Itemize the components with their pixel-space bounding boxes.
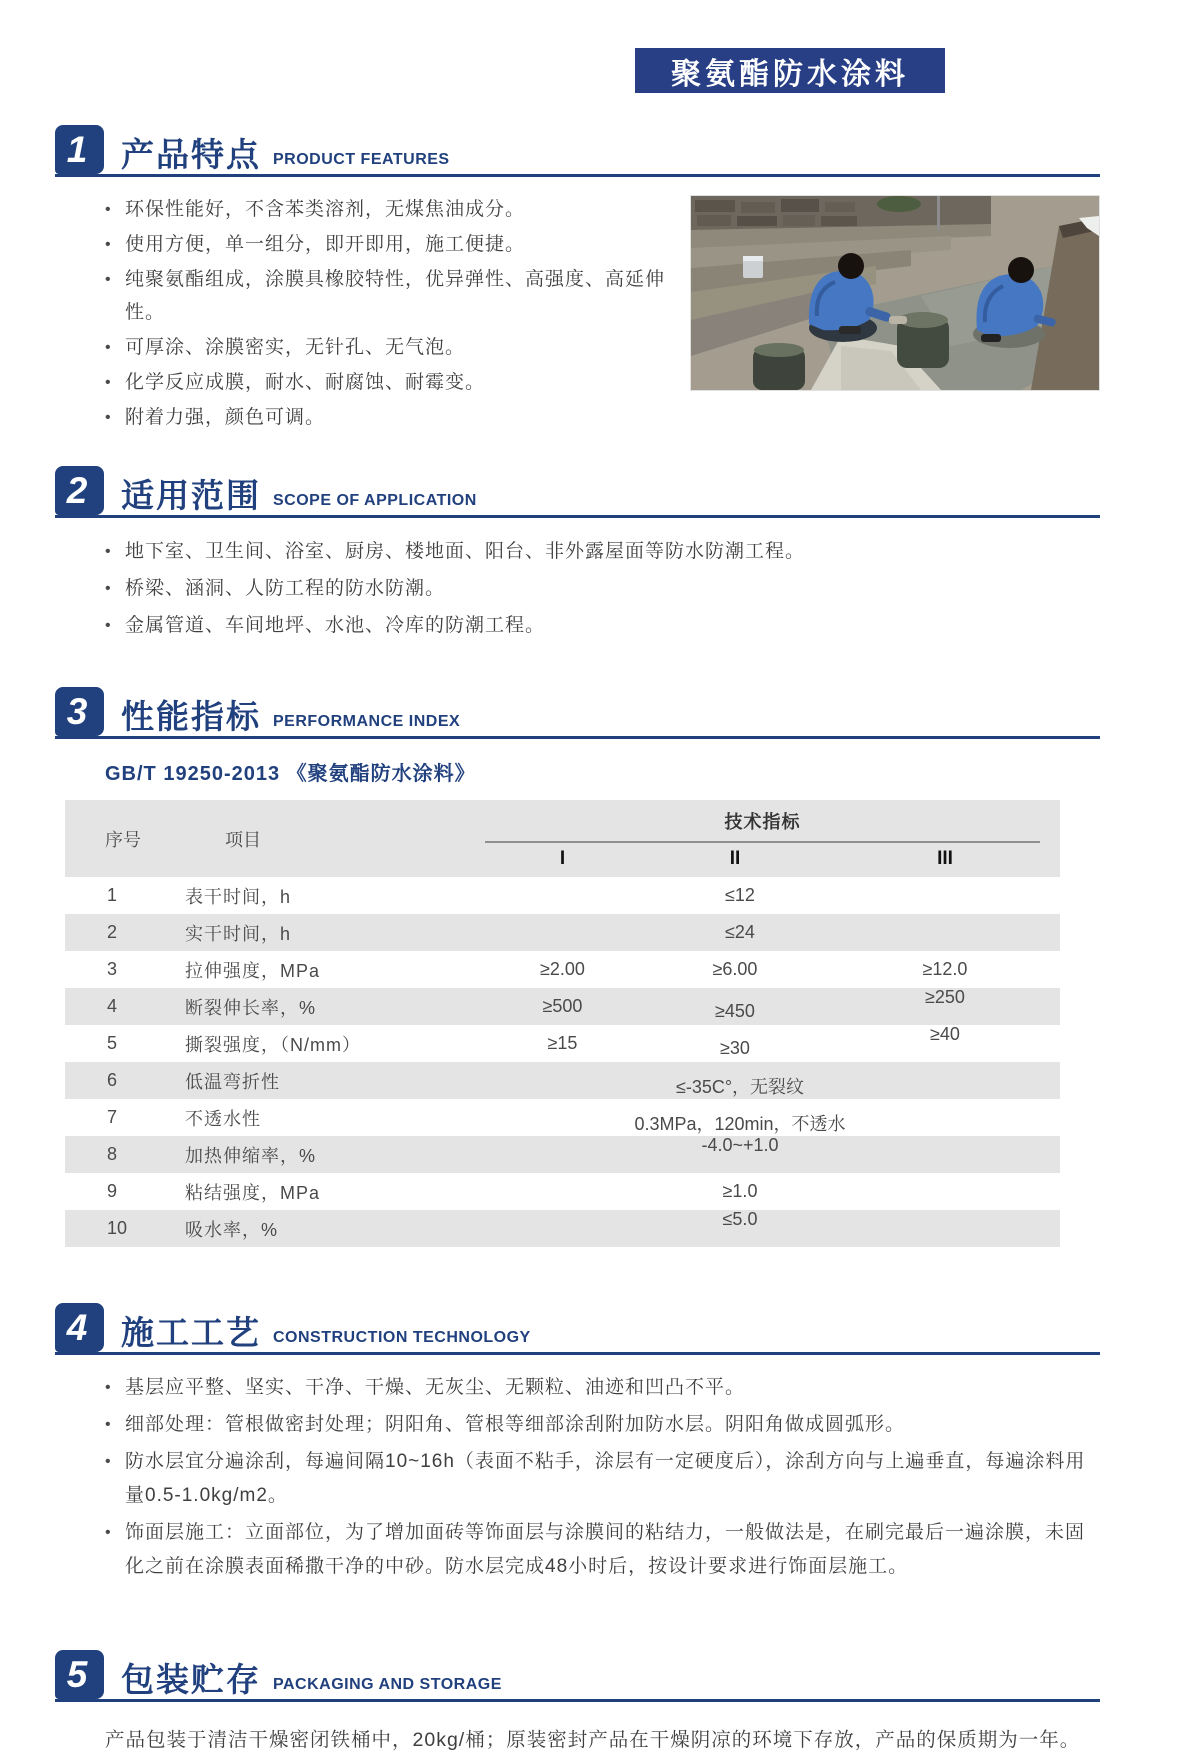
bullet-icon: • bbox=[105, 1379, 111, 1396]
list-item bbox=[105, 608, 1100, 643]
section-features bbox=[55, 125, 1100, 434]
grade-col-3: III bbox=[937, 848, 953, 869]
header-cell-index: 序号 bbox=[105, 829, 141, 850]
cell-item: 断裂伸长率，% bbox=[185, 997, 317, 1018]
bullet-icon: • bbox=[105, 1453, 111, 1470]
table-row bbox=[65, 914, 1060, 951]
section-number-badge: 5 bbox=[55, 1650, 104, 1699]
table-row bbox=[65, 1136, 1060, 1173]
cell-no: 6 bbox=[107, 1070, 118, 1090]
bullet-icon: • bbox=[105, 1416, 111, 1433]
section-number-badge: 3 bbox=[55, 687, 104, 736]
list-item-text: 饰面层施工：立面部位，为了增加面砖等饰面层与涂膜间的粘结力，一般做法是，在刷完最后一遍涂膜，未固化之前在涂膜表面稀撒干净的中砂。防水层完成48小时后，按设计要求进行饰面层施工。 bbox=[125, 1522, 1086, 1577]
cell-item: 拉伸强度，MPa bbox=[185, 960, 321, 981]
table-row bbox=[65, 1025, 1060, 1062]
cell-value: -4.0~+1.0 bbox=[701, 1135, 779, 1155]
table-row bbox=[65, 951, 1060, 988]
list-item-text: 附着力强，颜色可调。 bbox=[125, 407, 326, 428]
table-row bbox=[65, 988, 1060, 1025]
cell-value: ≥15 bbox=[547, 1033, 578, 1053]
bullet-icon: • bbox=[105, 271, 111, 288]
list-item-text: 细部处理：管根做密封处理；阴阳角、管根等细部涂刮附加防水层。阴阳角做成圆弧形。 bbox=[125, 1414, 906, 1435]
cell-no: 7 bbox=[107, 1107, 118, 1127]
cell-no: 8 bbox=[107, 1144, 118, 1164]
scope-list bbox=[55, 534, 1100, 643]
section-scope bbox=[55, 466, 1100, 643]
list-item bbox=[105, 534, 1100, 569]
list-item-text: 地下室、卫生间、浴室、厨房、楼地面、阳台、非外露屋面等防水防潮工程。 bbox=[125, 541, 806, 562]
section-subtitle: PACKAGING AND STORAGE bbox=[273, 1676, 502, 1693]
cell-item: 加热伸缩率，% bbox=[185, 1145, 317, 1166]
bullet-icon: • bbox=[105, 339, 111, 356]
cell-value: ≤5.0 bbox=[722, 1209, 758, 1229]
header-cell-tech bbox=[485, 800, 1060, 877]
cell-value: ≤12 bbox=[725, 885, 755, 905]
construction-list bbox=[55, 1371, 1100, 1584]
section-subtitle: CONSTRUCTION TECHNOLOGY bbox=[273, 1329, 531, 1346]
cell-item: 低温弯折性 bbox=[185, 1071, 280, 1092]
cell-no: 1 bbox=[107, 885, 118, 905]
list-item bbox=[105, 1408, 1100, 1442]
cell-value: ≥12.0 bbox=[922, 959, 968, 979]
list-item-text: 环保性能好，不含苯类溶剂，无煤焦油成分。 bbox=[125, 199, 526, 220]
cell-item: 不透水性 bbox=[185, 1108, 261, 1129]
list-item-text: 桥梁、涵洞、人防工程的防水防潮。 bbox=[125, 578, 446, 599]
section-header-construction bbox=[55, 1303, 1100, 1355]
cell-item: 粘结强度，MPa bbox=[185, 1182, 321, 1203]
section-number-badge: 2 bbox=[55, 466, 104, 515]
list-item bbox=[105, 193, 680, 226]
list-item-text: 基层应平整、坚实、干净、干燥、无灰尘、无颗粒、油迹和凹凸不平。 bbox=[125, 1377, 746, 1398]
bullet-icon: • bbox=[105, 236, 111, 253]
section-title: 产品特点 bbox=[121, 136, 261, 173]
cell-item: 实干时间，h bbox=[185, 923, 292, 944]
cell-value: ≥30 bbox=[720, 1038, 750, 1058]
tech-indicator-label: 技术指标 bbox=[485, 808, 1040, 843]
list-item bbox=[105, 331, 680, 364]
cell-value: ≥2.00 bbox=[540, 959, 585, 979]
section-title: 性能指标 bbox=[121, 698, 261, 735]
cell-no: 4 bbox=[107, 996, 118, 1016]
section-title: 施工工艺 bbox=[121, 1314, 261, 1351]
list-item-text: 可厚涂、涂膜密实，无针孔、无气泡。 bbox=[125, 337, 466, 358]
cell-item: 吸水率，% bbox=[185, 1219, 279, 1240]
bullet-icon: • bbox=[105, 543, 111, 560]
bullet-icon: • bbox=[105, 1524, 111, 1541]
cell-value: ≤24 bbox=[725, 922, 755, 942]
cell-item: 表干时间，h bbox=[185, 886, 292, 907]
grade-col-2: II bbox=[729, 848, 741, 869]
packaging-text: 产品包装于清洁干燥密闭铁桶中，20kg/桶；原装密封产品在干燥阴凉的环境下存放，产品的保质期为一年。 bbox=[105, 1729, 1081, 1751]
cell-value: ≥250 bbox=[925, 987, 965, 1007]
cell-no: 2 bbox=[107, 922, 118, 942]
section-subtitle: SCOPE OF APPLICATION bbox=[273, 492, 477, 509]
section-performance bbox=[55, 687, 1100, 1247]
section-header-scope bbox=[55, 466, 1100, 518]
list-item bbox=[105, 1516, 1100, 1584]
section-construction bbox=[55, 1303, 1100, 1584]
section-header-features bbox=[55, 125, 1100, 177]
list-item bbox=[105, 228, 680, 261]
section-title: 适用范围 bbox=[121, 477, 261, 514]
section-header-packaging bbox=[55, 1650, 1100, 1702]
bullet-icon: • bbox=[105, 201, 111, 218]
page-title: 聚氨酯防水涂料 bbox=[635, 48, 945, 93]
cell-no: 9 bbox=[107, 1181, 118, 1201]
section-title: 包装贮存 bbox=[121, 1661, 261, 1698]
list-item bbox=[105, 571, 1100, 606]
list-item-text: 化学反应成膜，耐水、耐腐蚀、耐霉变。 bbox=[125, 372, 486, 393]
cell-no: 10 bbox=[107, 1218, 128, 1238]
table-row bbox=[65, 1062, 1060, 1099]
list-item-text: 金属管道、车间地坪、水池、冷库的防潮工程。 bbox=[125, 615, 546, 636]
bullet-icon: • bbox=[105, 374, 111, 391]
list-item bbox=[105, 1445, 1100, 1513]
cell-value: ≥6.00 bbox=[712, 959, 758, 979]
content-area bbox=[55, 125, 1100, 1752]
section-subtitle: PERFORMANCE INDEX bbox=[273, 713, 461, 730]
table-header bbox=[65, 800, 1060, 877]
table-row bbox=[65, 1099, 1060, 1136]
section-number-badge: 1 bbox=[55, 125, 104, 174]
performance-table bbox=[65, 800, 1060, 1247]
bullet-icon: • bbox=[105, 617, 111, 634]
cell-no: 3 bbox=[107, 959, 118, 979]
cell-value: ≥450 bbox=[715, 1001, 755, 1021]
list-item bbox=[105, 366, 680, 399]
cell-value: ≥1.0 bbox=[722, 1181, 758, 1201]
list-item-text: 防水层宜分遍涂刮，每遍间隔10~16h（表面不粘手，涂层有一定硬度后），涂刮方向与上遍垂直，每遍涂料用量0.5-1.0kg/m2。 bbox=[125, 1451, 1086, 1506]
cell-no: 5 bbox=[107, 1033, 118, 1053]
section-header-performance bbox=[55, 687, 1100, 739]
table-row bbox=[65, 877, 1060, 914]
cell-value: ≤-35C°，无裂纹 bbox=[675, 1076, 805, 1097]
bullet-icon: • bbox=[105, 580, 111, 597]
table-row bbox=[65, 1173, 1060, 1210]
list-item bbox=[105, 1371, 1100, 1405]
cell-value: ≥500 bbox=[542, 996, 583, 1016]
list-item bbox=[105, 263, 680, 329]
section-packaging bbox=[55, 1650, 1100, 1752]
cell-value: 0.3MPa，120min，不透水 bbox=[634, 1113, 846, 1134]
bullet-icon: • bbox=[105, 409, 111, 426]
grade-col-1: I bbox=[559, 848, 566, 869]
section-subtitle: PRODUCT FEATURES bbox=[273, 151, 450, 168]
section-number-badge: 4 bbox=[55, 1303, 104, 1352]
feature-list bbox=[55, 191, 690, 434]
cell-item: 撕裂强度，（N/mm） bbox=[185, 1034, 361, 1055]
header-cell-item: 项目 bbox=[225, 829, 261, 850]
table-row bbox=[65, 1210, 1060, 1247]
list-item-text: 使用方便，单一组分，即开即用，施工便捷。 bbox=[125, 234, 526, 255]
grade-row bbox=[485, 843, 1060, 877]
product-photo bbox=[690, 195, 1100, 391]
list-item bbox=[105, 401, 680, 434]
workers-applying-coating-illustration bbox=[691, 196, 1099, 390]
cell-value: ≥40 bbox=[930, 1024, 960, 1044]
standard-code: GB/T 19250-2013 《聚氨酯防水涂料》 bbox=[105, 763, 476, 785]
list-item-text: 纯聚氨酯组成，涂膜具橡胶特性，优异弹性、高强度、高延伸性。 bbox=[125, 269, 666, 323]
